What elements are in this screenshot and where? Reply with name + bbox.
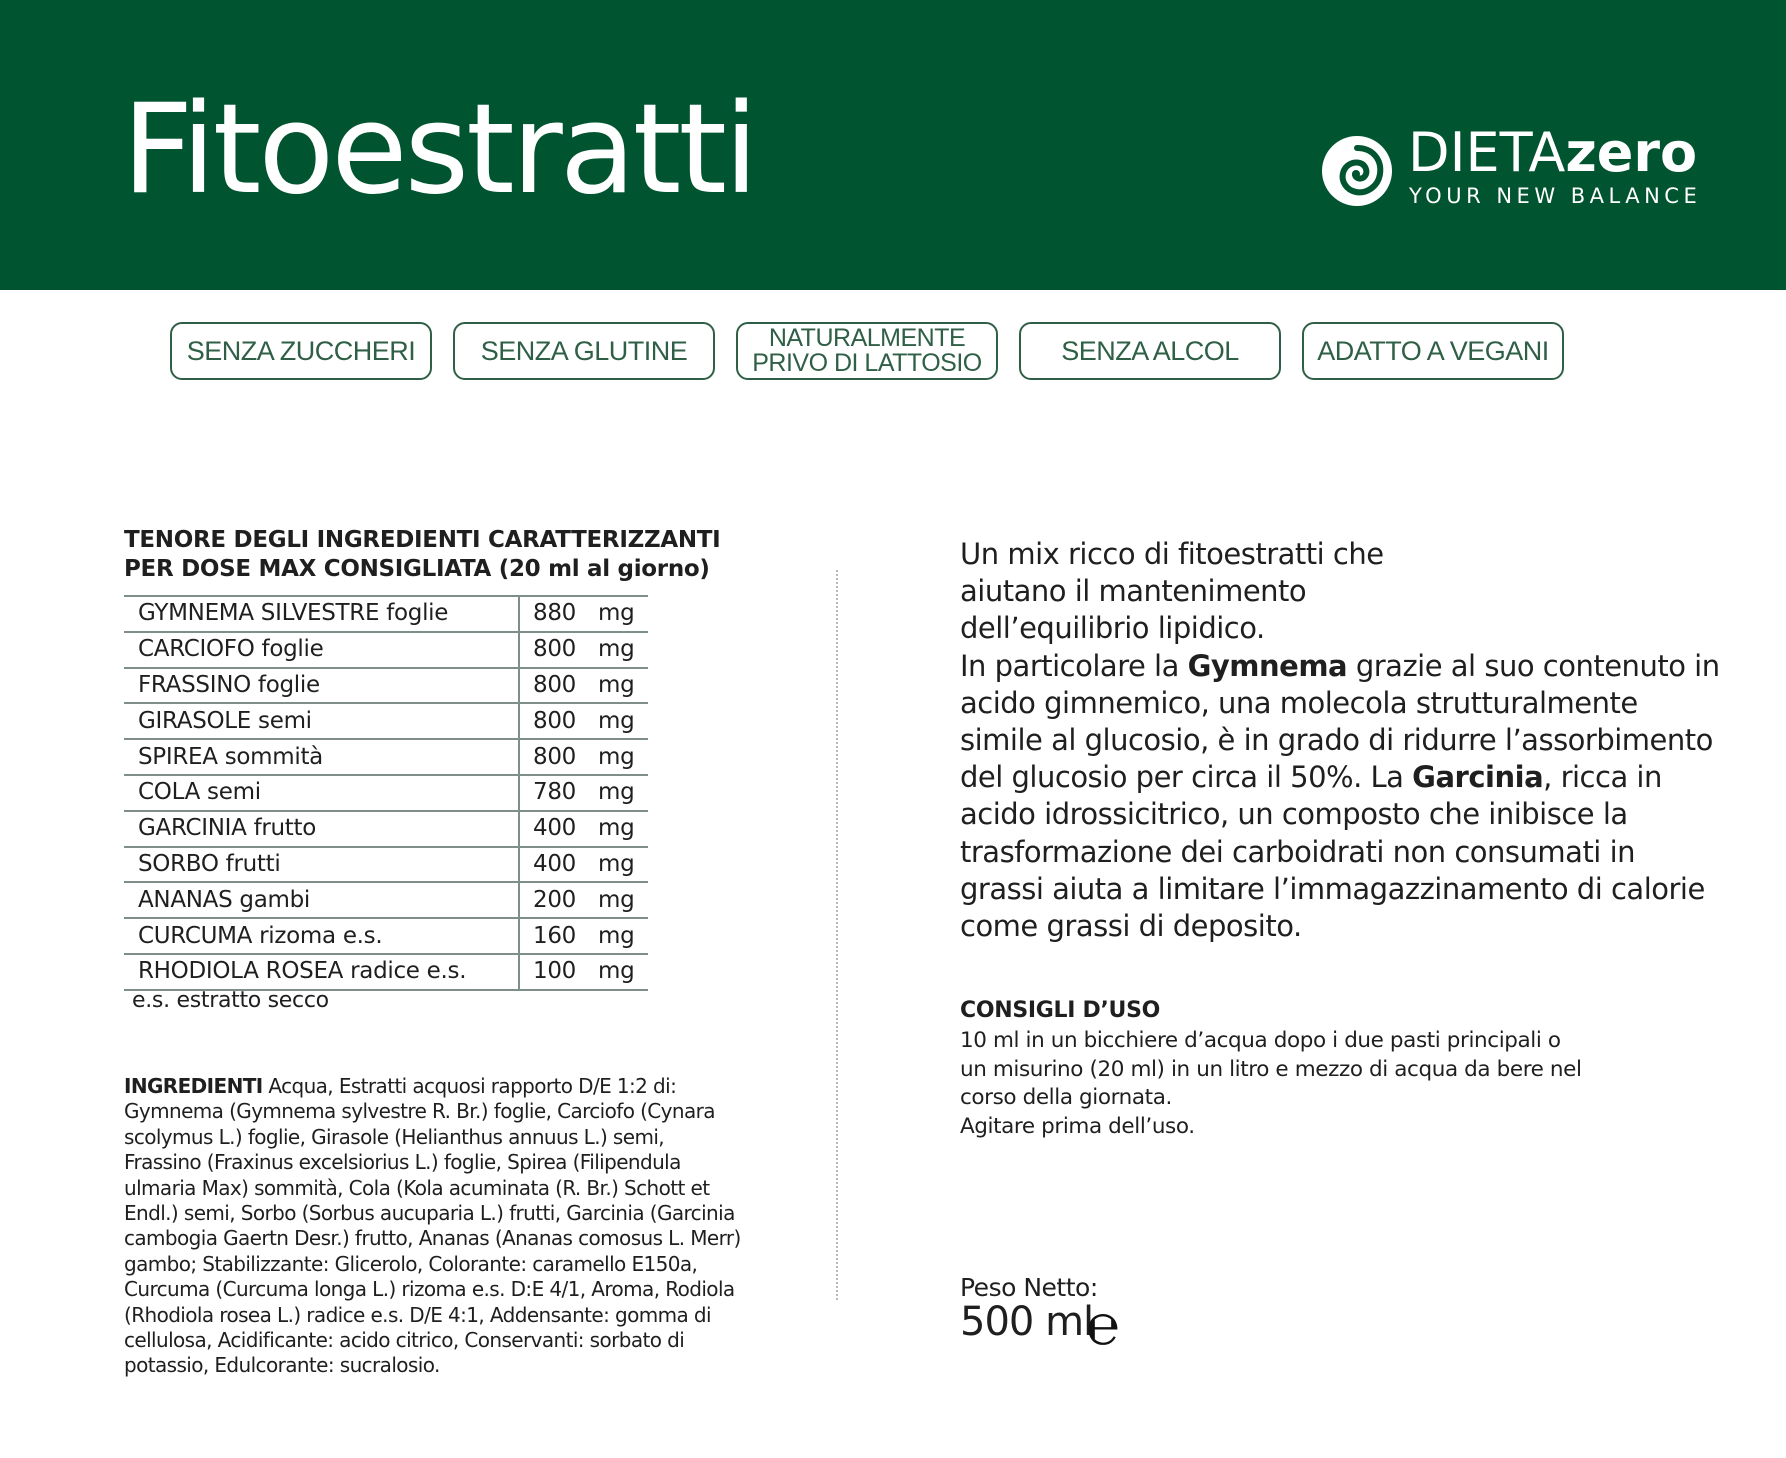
claim-badges (170, 322, 1570, 384)
ingredient-unit: mg (576, 668, 648, 704)
ingredient-name: SPIREA sommità (124, 739, 519, 775)
badge-label-line2: PRIVO DI LATTOSIO (752, 349, 982, 377)
badge-label-line1: NATURALMENTE (768, 324, 966, 352)
usage-title: CONSIGLI D’USO (960, 998, 1161, 1023)
product-description (960, 536, 1720, 945)
ingredient-value: 160 (519, 918, 576, 954)
ingredient-unit: mg (576, 775, 648, 811)
badge-label: SENZA ZUCCHERI (186, 335, 416, 366)
description-details (960, 648, 1720, 946)
description-intro: Un mix ricco di fitoestratti che aiutano il mantenimento dell’equilibrio lipidico. (960, 537, 1384, 646)
table-row (124, 882, 648, 918)
table-row (124, 847, 648, 883)
description-text: In particolare la (960, 648, 1188, 683)
ingredient-value: 200 (519, 882, 576, 918)
description-text: grazie al suo contenuto in acido gimnemico, una molecola strutturalmente simile al glucosio, è in grado di ridurre l’assorbimento del glucosio per circa il 50%. La (960, 648, 1720, 795)
spiral-logo-icon (1320, 134, 1394, 208)
ingredient-unit: mg (576, 596, 648, 632)
badge-vegan (1302, 322, 1564, 380)
table-footnote: e.s. estratto secco (132, 988, 329, 1013)
table-title-line1: TENORE DEGLI INGREDIENTI CARATTERIZZANTI (124, 527, 721, 553)
badge-label: ADATTO A VEGANI (1317, 335, 1549, 366)
table-row (124, 739, 648, 775)
ingredient-name: GYMNEMA SILVESTRE foglie (124, 596, 519, 632)
ingredient-name: CARCIOFO foglie (124, 632, 519, 668)
badge-alcohol-free (1019, 322, 1281, 380)
ingredients-text: Acqua, Estratti acquosi rapporto D/E 1:2 di: Gymnema (Gymnema sylvestre R. Br.) foglie, Carciofo (Cynara scolymus L.) foglie, Girasole (Helianthus annuus L.) semi, Frassino (Fraxinus excelsiorius L.) foglie, Spirea (Filipendula ulmaria Max) sommità, Cola (Kola acuminata (R. Br.) Schott et Endl.) semi, Sorbo (Sorbus aucuparia L.) frutti, Garcinia (Garcinia cambogia Gaertn Desr.) frutto, Ananas (Ananas comosus L. Merr) gambo; Stabilizzante: Glicerolo, Colorante: caramello E150a, Curcuma (Curcuma longa L.) rizoma e.s. D:E 4/1, Aroma, Rodiola (Rhodiola rosea L.) radice e.s. D/E 4:1, Addensante: gomma di cellulosa, Acidificante: acido citrico, Conservanti: sorbato di potassio, Edulcorante: sucralosio. (124, 1074, 741, 1378)
ingredient-name: RHODIOLA ROSEA radice e.s. (124, 954, 519, 990)
ingredient-unit: mg (576, 739, 648, 775)
ingredient-name: COLA semi (124, 775, 519, 811)
badge-label: SENZA GLUTINE (480, 335, 688, 366)
usage-line: 10 ml in un bicchiere d’acqua dopo i due pasti principali o (960, 1028, 1561, 1053)
ingredient-unit: mg (576, 703, 648, 739)
badge-lactose-free (736, 322, 998, 380)
ingredient-unit: mg (576, 918, 648, 954)
estimated-sign-icon: ℮ (1086, 1293, 1120, 1358)
table-row (124, 811, 648, 847)
description-text: , ricca in acido idrossicitrico, un composto che inibisce la trasformazione dei carboidrati non consumati in grassi aiuta a limitare l’immagazzinamento di calorie come grassi di deposito. (960, 760, 1705, 944)
table-row (124, 668, 648, 704)
brand-name (1408, 121, 1698, 184)
ingredient-name: GIRASOLE semi (124, 703, 519, 739)
badge-label: SENZA ALCOL (1061, 335, 1239, 366)
brand-name-part2: zero (1565, 121, 1698, 184)
ingredient-value: 800 (519, 703, 576, 739)
ingredient-name: FRASSINO foglie (124, 668, 519, 704)
ingredients-paragraph (124, 1074, 744, 1379)
usage-line: Agitare prima dell’uso. (960, 1113, 1195, 1139)
ingredient-unit: mg (576, 882, 648, 918)
table-row (124, 632, 648, 668)
ingredient-name: SORBO frutti (124, 847, 519, 883)
description-highlight-gymnema: Gymnema (1187, 648, 1348, 683)
ingredient-unit: mg (576, 847, 648, 883)
ingredients-table (124, 595, 648, 991)
ingredient-value: 800 (519, 632, 576, 668)
table-row (124, 775, 648, 811)
description-highlight-garcinia: Garcinia (1412, 760, 1544, 795)
ingredient-value: 400 (519, 811, 576, 847)
table-title-line2: PER DOSE MAX CONSIGLIATA (20 ml al giorno) (124, 556, 710, 582)
header-band (0, 0, 1786, 290)
ingredient-unit: mg (576, 954, 648, 990)
ingredient-value: 800 (519, 739, 576, 775)
net-weight-label: Peso Netto: (960, 1273, 1098, 1302)
ingredient-unit: mg (576, 811, 648, 847)
ingredient-value: 880 (519, 596, 576, 632)
usage-instructions (960, 1027, 1620, 1141)
ingredient-name: CURCUMA rizoma e.s. (124, 918, 519, 954)
table-row (124, 918, 648, 954)
product-title: Fitoestratti (122, 78, 756, 222)
table-title (124, 526, 720, 584)
ingredient-value: 400 (519, 847, 576, 883)
ingredient-value: 100 (519, 954, 576, 990)
ingredient-value: 780 (519, 775, 576, 811)
column-divider (836, 570, 838, 1300)
ingredients-label: INGREDIENTI (124, 1074, 263, 1098)
brand-logo (1316, 121, 1702, 226)
table-row (124, 596, 648, 632)
ingredient-name: ANANAS gambi (124, 882, 519, 918)
table-row (124, 703, 648, 739)
badge-gluten-free (453, 322, 715, 380)
brand-tagline: YOUR NEW BALANCE (1409, 184, 1702, 208)
ingredient-name: GARCINIA frutto (124, 811, 519, 847)
net-weight-value: 500 ml (960, 1299, 1094, 1345)
ingredient-unit: mg (576, 632, 648, 668)
ingredient-value: 800 (519, 668, 576, 704)
badge-sugar-free (170, 322, 432, 380)
usage-line: un misurino (20 ml) in un litro e mezzo di acqua da bere nel (960, 1056, 1582, 1082)
brand-name-part1: DIETA (1408, 121, 1566, 184)
usage-line: corso della giornata. (960, 1085, 1172, 1111)
table-row (124, 954, 648, 990)
